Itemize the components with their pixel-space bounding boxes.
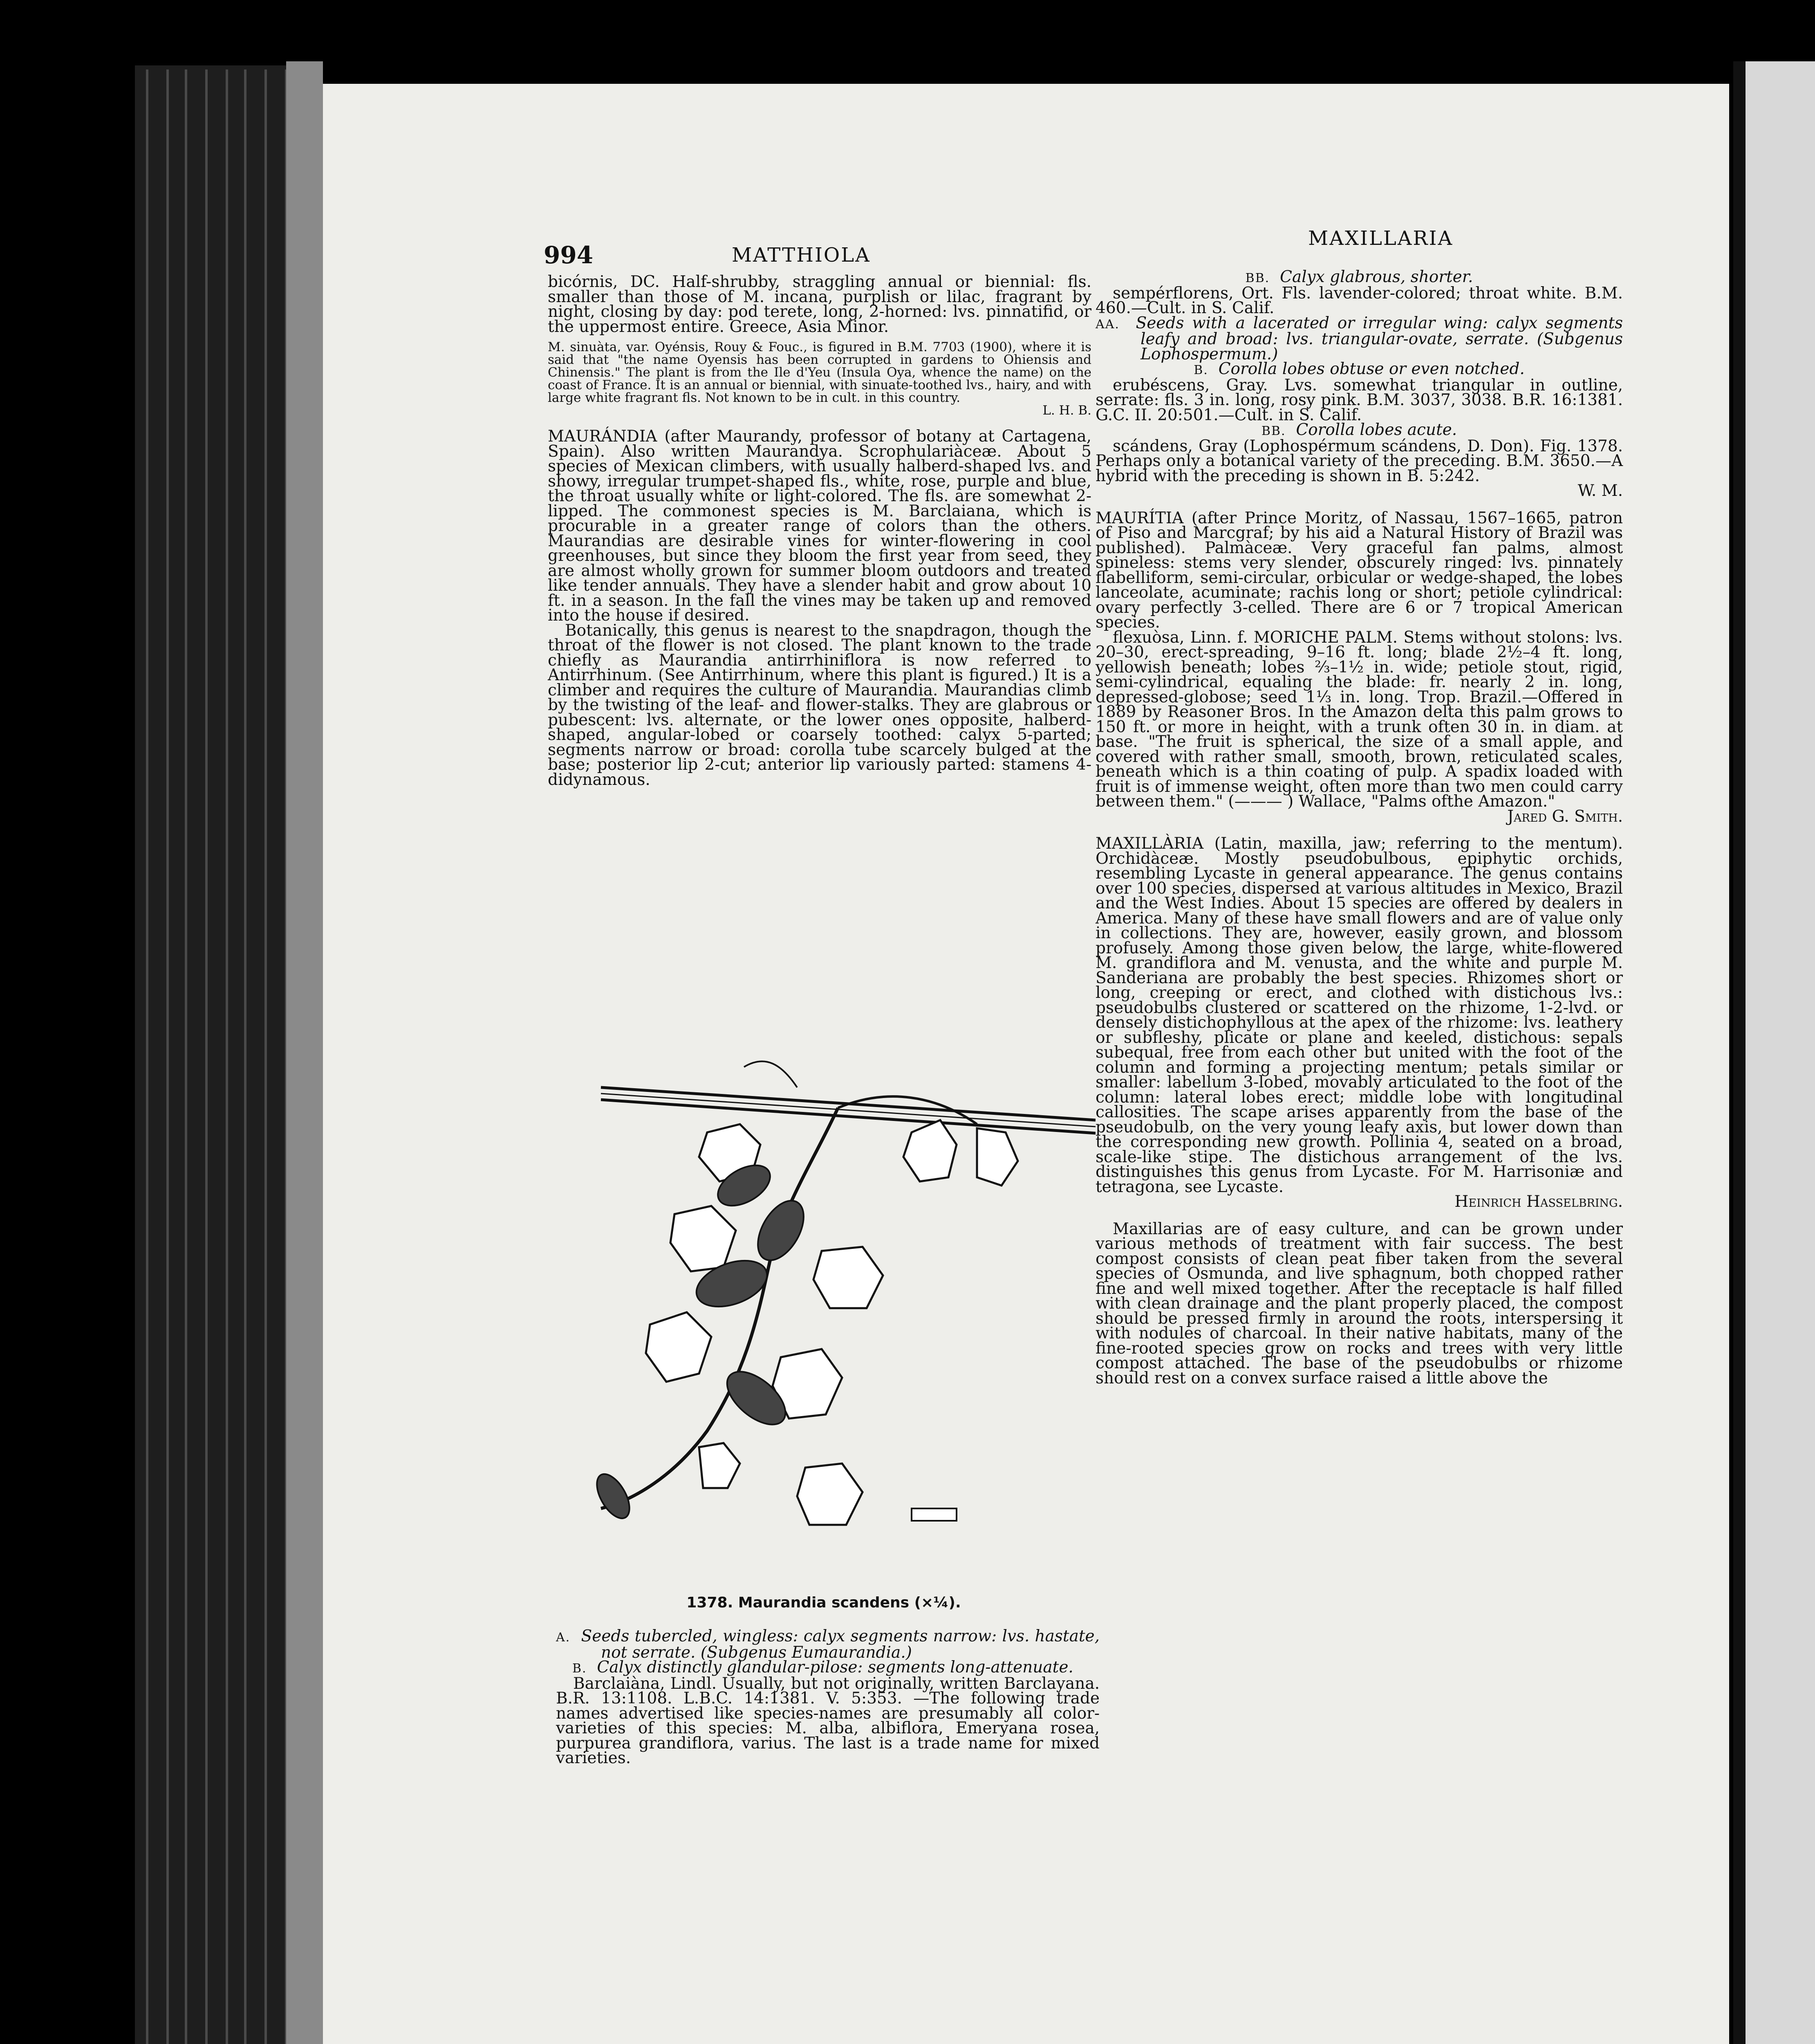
key-a	[556, 1629, 1100, 1660]
right-running-head: MAXILLARIA	[1308, 227, 1454, 250]
key-b2	[1096, 362, 1623, 378]
key-b2-mark: B.	[1194, 363, 1208, 377]
engraver-mark	[912, 1508, 957, 1521]
key-aa-text: Seeds with a lacerated or irregular wing: calyx segments leafy and broad: lvs. triangular-ovate, serrate. (Subgenus Lophospermum.)	[1136, 314, 1623, 363]
key-bb1-text: Calyx glabrous, shorter.	[1279, 268, 1473, 286]
key-b	[556, 1660, 1100, 1676]
key-b-mark: B.	[572, 1661, 587, 1676]
left-column-lower	[556, 1629, 1100, 1766]
key-bb2-mark: BB.	[1261, 424, 1286, 438]
genus-maurandia: MAURÁNDIA (after Maurandy, professor of botany at Cartagena, Spain). Also written Maurandya. Scrophulariàceæ. About 5 species of Mexican climbers, with usually halberd-shaped lvs. and showy, irregular trumpet-shaped fls., white, rose, purple and blue, the throat usually white or light-colored. The fls. are somewhat 2-lipped. The commonest species is M. Barclaiana, which is procurable in a greater range of colors than the others. Maurandias are desirable vines for winter-flowering in cool greenhouses, but since they bloom the first year from seed, they are almost wholly grown for summer bloom outdoors and treated like tender annuals. They have a slender habit and grow about 10 ft. in a season. In the fall the vines may be taken up and removed into the house if desired.	[548, 427, 1091, 625]
figure-caption: 1378. Maurandia scandens (×¼).	[686, 1594, 961, 1611]
key-b-text: Calyx distinctly glandular-pilose: segments long-attenuate.	[597, 1658, 1073, 1676]
book-spine	[135, 65, 307, 2044]
key-aa	[1096, 316, 1623, 362]
flexuosa-author: Jared G. Smith.	[1507, 807, 1623, 826]
left-running-head: MATTHIOLA	[732, 244, 871, 267]
maurandia-botany: Botanically, this genus is nearest to the snapdragon, though the throat of the flower is not closed. The plant known to the trade chiefly as Maurandia antirrhiniflora is now referred to Antirrhinum. (See Antirrhinum, where this plant is figured.) It is a climber and requires the culture of Maurandia. Maurandias climb by the twisting of the leaf- and flower-stalks. They are glabrous or pubescent: lvs. alternate, or the lower ones opposite, halberd-shaped, angular-lobed or coarsely toothed: calyx 5-parted; segments narrow or broad: corolla tube scarcely bulged at the base; posterior lip 2-cut; anterior lip variously parted: stamens 4-didynamous.	[548, 621, 1091, 789]
maxillaria-culture: Maxillarias are of easy culture, and can be grown under various methods of treatment with fair success. The best compost consists of clean peat fiber taken from the several species of Osmunda, and live sphagnum, both chopped rather fine and well mixed together. After the receptacle is half filled with clean drainage and the plant properly placed, the compost should be pressed firmly in around the roots, interspersing it with nodules of charcoal. In their native habitats, many of the fine-rooted species grow on rocks and trees with very little compost attached. The base of the pseudobulbs or rhizome should rest on a convex surface raised a little above the	[1096, 1219, 1623, 1387]
genus-mauritia: MAURÍTIA (after Prince Moritz, of Nassau, 1567–1665, patron of Piso and Marcgraf; by his aid a Natural History of Brazil was published). Palmàceæ. Very graceful fan palms, almost spineless: stems very slender, obscurely ringed: lvs. pinnately flabelliform, semi-circular, orbicular or wedge-shaped, the lobes lanceolate, acuminate; rachis long or short; petiole cylindrical: ovary perfectly 3-celled. There are 6 or 7 tropical American species.	[1096, 509, 1623, 632]
left-column	[548, 275, 1091, 787]
entry-barclaiana: Barclaiàna, Lindl. Usually, but not originally, written Barclayana. B.R. 13:1108. L.B.C. 14:1381. V. 5:353. —The following trade names advertised like species-names are presumably all color-varieties of this species: M. alba, albiflora, Emeryana rosea, purpurea grandiflora, varius. The last is a trade name for mixed varieties.	[556, 1674, 1100, 1767]
maxillaria-author: Heinrich Hasselbring.	[1454, 1192, 1623, 1211]
key-bb2	[1096, 423, 1623, 439]
maurandia-illustration	[552, 1038, 1096, 1558]
key-a-text: Seeds tubercled, wingless: calyx segments narrow: lvs. hastate, not serrate. (Subgenus Eumaurandia.)	[581, 1627, 1100, 1662]
page-edge	[286, 61, 323, 2044]
key-bb1	[1096, 270, 1623, 286]
entry-scandens: scándens, Gray (Lophospérmum scándens, D. Don). Fig. 1378. Perhaps only a botanical variety of the preceding. B.M. 3650.—A hybrid with the preceding is shown in B. 5:242.	[1096, 437, 1623, 485]
key-aa-mark: AA.	[1096, 317, 1120, 332]
page-number: 994	[544, 241, 594, 269]
genus-maxillaria: MAXILLÀRIA (Latin, maxilla, jaw; referring to the mentum). Orchidàceæ. Mostly pseudobulbous, epiphytic orchids, resembling Lycaste in general appearance. The genus contains over 100 species, dispersed at various altitudes in Mexico, Brazil and the West Indies. About 15 species are offered by dealers in America. Many of these have small flowers and are of value only in collections. They are, however, easily grown, and blossom profusely. Among those given below, the large, white-flowered M. grandiflora and M. venusta, and the white and purple M. Sanderiana are probably the best species. Rhizomes short or long, creeping or erect, and clothed with distichous lvs.: pseudobulbs clustered or scattered on the rhizome, 1-2-lvd. or densely distichophyllous at the apex of the rhizome: lvs. leathery or subfleshy, plicate or plane and keeled, distichous: sepals subequal, free from each other but united with the foot of the column and forming a projecting mentum; petals similar or smaller: labellum 3-lobed, movably articulated to the foot of the column: lateral lobes erect; middle lobe with longitudinal callosities. The scape arises apparently from the base of the pseudobulb, on the very young leafy axis, but lower down than the corresponding new growth. Pollinia 4, seated on a broad, scale-like stipe. The distichous arrangement of the lvs. distinguishes this genus from Lycaste. For M. Harrisoniæ and tetragona, see Lycaste.	[1096, 834, 1623, 1196]
scandens-author: W. M.	[1577, 482, 1623, 500]
entry-bicornis: bicórnis, DC. Half-shrubby, straggling annual or biennial: fls. smaller than those of M. incana, purplish or lilac, fragrant by night, closing by day: pod terete, long, 2-horned: lvs. pinnatifid, or the uppermost entire. Greece, Asia Minor.	[548, 273, 1091, 336]
note-author: L. H. B.	[1042, 403, 1091, 418]
key-a-mark: A.	[556, 1630, 571, 1645]
key-bb2-text: Corolla lobes acute.	[1296, 421, 1457, 439]
entry-erubescens: erubéscens, Gray. Lvs. somewhat triangular in outline, serrate: fls. 3 in. long, rosy pink. B.M. 3037, 3038. B.R. 16:1381. G.C. II. 20:501.—Cult. in S. Calif.	[1096, 376, 1623, 424]
right-column	[1096, 270, 1623, 1386]
note-sinuata: M. sinuàta, var. Oyénsis, Rouy & Fouc., is figured in B.M. 7703 (1900), where it is said that "the name Oyensis has been corrupted in gardens to Ohiensis and Chinensis." The plant is from the Ile d'Yeu (Insula Oya, whence the name) on the coast of France. It is an annual or biennial, with sinuate-toothed lvs., hairy, and with large white fragrant fls. Not known to be in cult. in this country.	[548, 340, 1091, 405]
key-bb1-mark: BB.	[1245, 271, 1270, 285]
entry-flexuosa: flexuòsa, Linn. f. MORICHE PALM. Stems without stolons: lvs. 20–30, erect-spreading, 9–16 ft. long; blade 2½–4 ft. long, yellowish beneath; lobes ⅔–1½ in. wide; petiole stout, rigid, semi-cylindrical, equaling the blade: fr. nearly 2 in. long, depressed-globose; seed 1⅓ in. long. Trop. Brazil.—Offered in 1889 by Reasoner Bros. In the Amazon delta this palm grows to 150 ft. or more in height, with a trunk often 30 in. in diam. at base. "The fruit is spherical, the size of a small apple, and covered with rather small, smooth, brown, reticulated scales, beneath which is a thin coating of pulp. A spadix loaded with fruit is of immense weight, often more than two men could carry between them." (——— ) Wallace, "Palms ofthe Amazon."	[1096, 628, 1623, 811]
key-b2-text: Corolla lobes obtuse or even notched.	[1218, 360, 1525, 378]
entry-semperflorens: sempérflorens, Ort. Fls. lavender-colored; throat white. B.M. 460.—Cult. in S. Calif.	[1096, 284, 1623, 317]
right-page-edge	[1746, 61, 1815, 2044]
